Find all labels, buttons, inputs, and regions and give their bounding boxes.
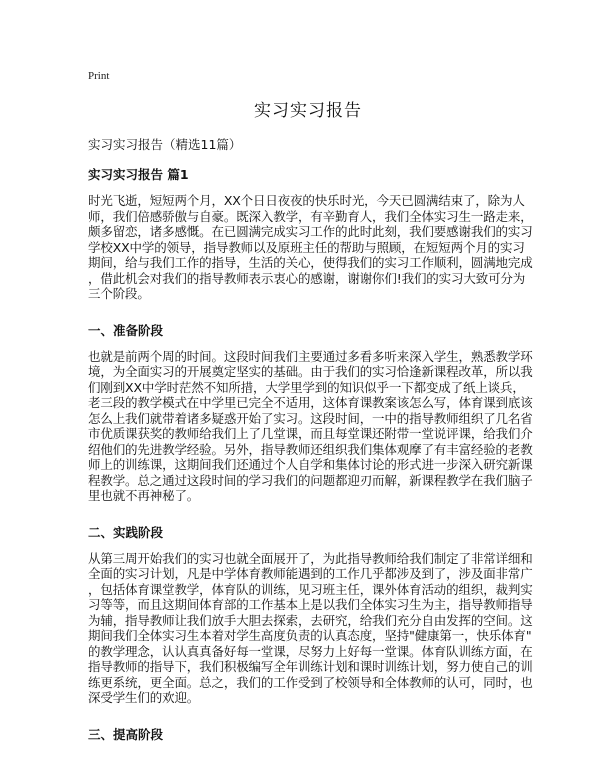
paragraph-line: 三个阶段。 — [88, 286, 150, 301]
page-title: 实习实习报告 — [254, 101, 362, 121]
paragraph-line: 期间，给与我们工作的指导，生活的关心，使得我们的实习工作顺利，圆满地完成 — [88, 255, 533, 270]
paragraph-line: 指导教师的指导下，我们积极编写全年训练计划和课时训练计划，努力使自己的训 — [88, 659, 533, 674]
document-subtitle: 实习实习报告（精选11篇） — [88, 137, 242, 152]
paragraph — [88, 193, 533, 302]
paragraph-line: 颇多留恋，诸多感慨。在已圆满完成实习工作的此时此刻，我们要感谢我们的实习 — [88, 224, 533, 239]
document-page — [88, 70, 533, 753]
paragraph-line: 市优质课获奖的教师给我们上了几堂课，而且每堂课还附带一堂说评课，给我们介 — [88, 426, 533, 441]
paragraph-line: 程教学。总之通过这段时间的学习我们的问题都迎刃而解，新课程教学在我们脑子 — [88, 472, 533, 488]
paragraph-line: 全面的实习计划，凡是中学体育教师能遇到的工作几乎都涉及到了，涉及面非常广 — [88, 566, 533, 581]
paragraph-line: 习等等，而且这期间体育部的工作基本上是以我们全体实习生为主，指导教师指导 — [88, 597, 533, 612]
paragraph-line: 也就是前两个周的时间。这段时间我们主要通过多看多听来深入学生，熟悉教学环 — [88, 348, 533, 364]
paragraph-line: 时光飞逝，短短两个月，XX个日日夜夜的快乐时光，今天已圆满结束了，除为人 — [88, 193, 525, 208]
paragraph-line: 境，为全面实习的开展奠定坚实的基础。由于我们的实习恰逢新课程改革，所以我 — [88, 364, 533, 379]
paragraph-line: 期间我们全体实习生本着对学生高度负责的认真态度，坚持"健康第一，快乐体育" — [88, 628, 532, 643]
paragraph-line: 从第三周开始我们的实习也就全面展开了，为此指导教师给我们制定了非常详细和 — [88, 550, 533, 566]
paragraph — [88, 550, 533, 706]
paragraph-line: 师上的训练课，这期间我们还通过个人自学和集体讨论的形式进一步深入研究新课 — [88, 457, 533, 472]
paragraph-line: 深受学生们的欢迎。 — [88, 690, 200, 705]
paragraph-line: 为辅，指导教师让我们放手大胆去探索，去研究，给我们充分自由发挥的空间。这 — [88, 612, 533, 628]
print-link[interactable]: Print — [88, 70, 110, 82]
paragraph — [88, 348, 533, 504]
section-heading: 三、提高阶段 — [88, 726, 164, 742]
paragraph-line: 学校XX中学的领导，指导教师以及原班主任的帮助与照顾，在短短两个月的实习 — [88, 239, 525, 255]
paragraph-line: ，包括体育课堂教学，体育队的训练，见习班主任，课外体育活动的组织，裁判实 — [88, 581, 533, 597]
paragraph-line: 们刚到XX中学时茫然不知所措，大学里学到的知识似乎一下都变成了纸上谈兵， — [88, 379, 525, 395]
paragraph-line: ，借此机会对我们的指导教师表示衷心的感谢，谢谢你们!我们的实习大致可分为 — [88, 270, 526, 286]
paragraph-line: 练更系统，更全面。总之，我们的工作受到了校领导和全体教师的认可，同时，也 — [88, 674, 533, 690]
section-heading: 一、准备阶段 — [88, 322, 164, 338]
article-body — [88, 193, 533, 743]
paragraph-line: 绍他们的先进教学经验。另外，指导教师还组织我们集体观摩了有丰富经验的老教 — [88, 441, 533, 457]
paragraph-line: 的教学理念，认认真真备好每一堂课，尽努力上好每一堂课。体育队训练方面，在 — [88, 643, 533, 659]
paragraph-line: 里也就不再神秘了。 — [88, 488, 200, 503]
section-heading: 二、实践阶段 — [88, 524, 164, 540]
paragraph-line: 老三段的教学模式在中学里已完全不适用，这体育课教案该怎么写，体育课到底该 — [88, 395, 533, 410]
paragraph-line: 怎么上我们就带着诸多疑惑开始了实习。这段时间，一中的指导教师组织了几名省 — [88, 410, 533, 426]
article-heading: 实习实习报告 篇1 — [88, 167, 189, 182]
paragraph-line: 师，我们倍感骄傲与自豪。既深入教学，有辛勤育人，我们全体实习生一路走来， — [88, 208, 533, 224]
